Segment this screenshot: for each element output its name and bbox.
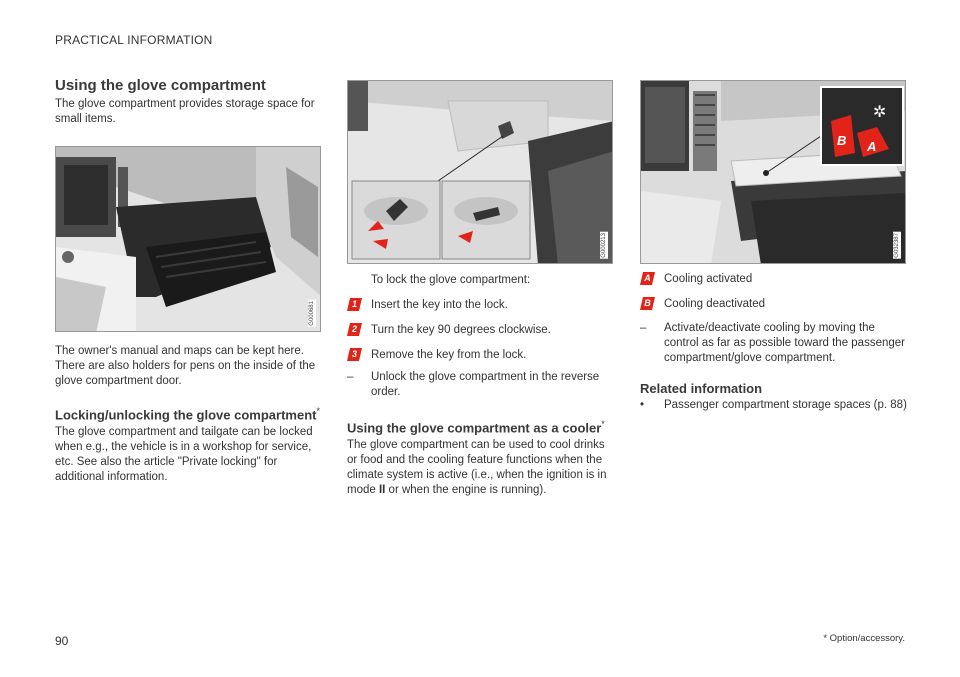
- legend-text: Cooling activated: [664, 273, 753, 285]
- lock-heading: [55, 403, 323, 423]
- step-number: 2: [351, 324, 357, 334]
- unlock-instruction: [347, 370, 615, 400]
- step-3: [347, 348, 615, 363]
- cooling-instruction: [640, 321, 908, 366]
- step-number-badge: [347, 298, 362, 311]
- column-1: [55, 77, 323, 485]
- lock-para: The glove compartment and tailgate can be locked when e.g., the vehicle is in a workshop for service, etc. See also the article "Private locking" for additional information.: [55, 426, 313, 484]
- svg-text:✲: ✲: [873, 102, 887, 121]
- cooler-heading: [347, 416, 615, 436]
- section-header: PRACTICAL INFORMATION: [55, 33, 213, 47]
- legend-letter-badge: [640, 297, 655, 310]
- footnote: * Option/accessory.: [823, 633, 905, 644]
- step-1: [347, 298, 615, 313]
- page-title: Using the glove compartment: [55, 77, 266, 94]
- callout-label-a: A: [867, 139, 877, 154]
- step-text: Insert the key into the lock.: [371, 299, 508, 311]
- cooler-para: [347, 438, 615, 498]
- cooler-heading-text: Using the glove compartment as a cooler: [347, 420, 602, 436]
- cooler-para-b: or when the engine is running).: [385, 484, 547, 497]
- ignition-mode: II: [378, 484, 386, 497]
- step-number: 1: [351, 299, 357, 309]
- dash-marker: –: [640, 322, 647, 334]
- cooling-instruction-text: Activate/deactivate cooling by moving the control as far as possible toward the passenger compartment/glove compartment.: [664, 322, 905, 364]
- related-heading: Related information: [640, 381, 763, 396]
- related-item: [640, 398, 908, 413]
- lock-intro: To lock the glove compartment:: [371, 274, 531, 286]
- cooler-para-a: The glove compartment can be used to cool drinks or food and the cooling feature functions when the climate system is active (i.e., when the ignition is in mode: [347, 439, 607, 497]
- option-star: *: [316, 406, 320, 416]
- legend-item-a: [640, 272, 908, 287]
- callout-label-b: B: [837, 133, 847, 148]
- legend-letter: B: [644, 298, 651, 308]
- key-lock-illustration: [347, 80, 613, 264]
- option-star: *: [601, 419, 605, 429]
- legend-text: Cooling deactivated: [664, 298, 766, 310]
- step-number-badge: [347, 323, 362, 336]
- intro-text: The glove compartment provides storage space for small items.: [55, 98, 315, 125]
- figure-code: G032387: [894, 233, 900, 258]
- column-2: [347, 80, 615, 498]
- related-link[interactable]: Passenger compartment storage spaces (p. 88): [664, 399, 907, 411]
- cooling-control-illustration: [640, 80, 906, 264]
- column-3: [640, 80, 908, 413]
- glove-compartment-open-illustration: [55, 146, 321, 332]
- legend-letter: A: [644, 273, 651, 283]
- step-text: Remove the key from the lock.: [371, 349, 527, 361]
- lock-heading-text: Locking/unlocking the glove compartment: [55, 407, 317, 423]
- unlock-text: Unlock the glove compartment in the reverse order.: [371, 371, 600, 398]
- step-number-badge: [347, 348, 362, 361]
- legend-letter-badge: [640, 272, 655, 285]
- bullet-marker: •: [640, 399, 645, 411]
- figure-code: G000681: [309, 301, 315, 326]
- page-number: 90: [55, 634, 69, 648]
- step-number: 3: [351, 349, 357, 359]
- step-2: [347, 323, 615, 338]
- para-maps: The owner's manual and maps can be kept here. There are also holders for pens on the inside of the glove compartment door.: [55, 345, 316, 387]
- legend-item-b: [640, 297, 908, 312]
- figure-code: G000213: [601, 233, 607, 258]
- dash-marker: –: [347, 371, 354, 383]
- step-text: Turn the key 90 degrees clockwise.: [371, 324, 551, 336]
